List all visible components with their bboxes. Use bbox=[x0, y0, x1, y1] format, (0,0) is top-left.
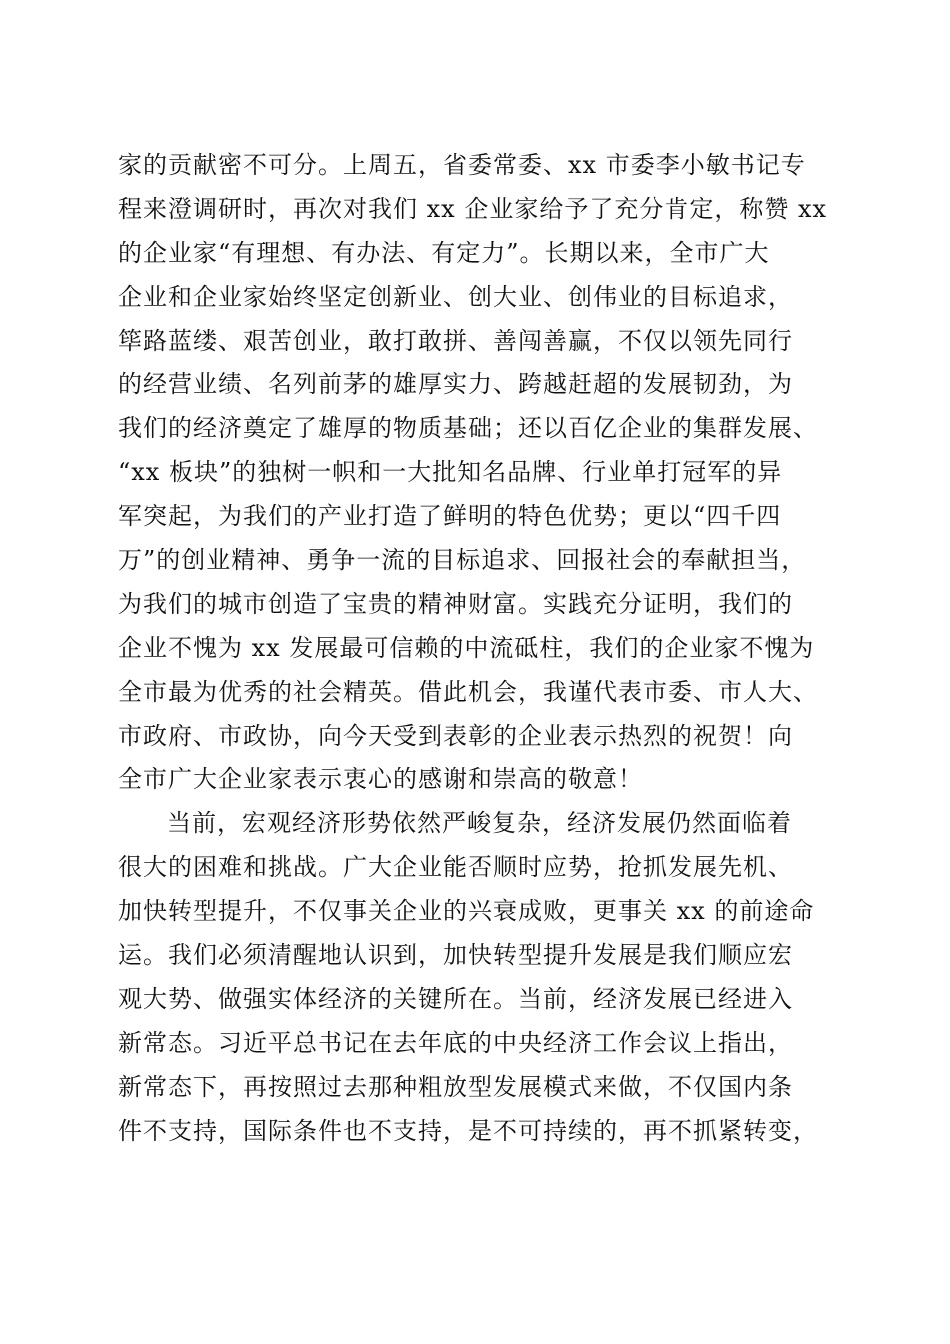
text-line: 运。我们必须清醒地认识到，加快转型提升发展是我们顺应宏 bbox=[118, 941, 793, 970]
text-line: 新常态。习近平总书记在去年底的中央经济工作会议上指出， bbox=[118, 1028, 793, 1057]
text-line: “xx 板块”的独树一帜和一大批知名品牌、行业单打冠军的异 bbox=[118, 458, 783, 487]
text-line: 我们的经济奠定了雄厚的物质基础；还以百亿企业的集群发展、 bbox=[118, 414, 818, 443]
paragraph-first-line: 当前，宏观经济形势依然严峻复杂，经济发展仍然面临着 bbox=[167, 809, 792, 838]
text-line: 的经营业绩、名列前茅的雄厚实力、跨越赶超的发展韧劲，为 bbox=[118, 370, 793, 399]
text-line: 军突起，为我们的产业打造了鲜明的特色优势；更以“四千四 bbox=[118, 502, 782, 531]
text-line: 市政府、市政协，向今天受到表彰的企业表示热烈的祝贺！向 bbox=[118, 721, 793, 750]
text-line: 很大的困难和挑战。广大企业能否顺时应势，抢抓发展先机、 bbox=[118, 853, 793, 882]
text-line: 程来澄调研时，再次对我们 xx 企业家给予了充分肯定，称赞 xx bbox=[118, 194, 828, 223]
text-line: 万”的创业精神、勇争一流的目标追求、回报社会的奉献担当， bbox=[118, 546, 807, 575]
text-line: 全市最为优秀的社会精英。借此机会，我谨代表市委、市人大、 bbox=[118, 677, 818, 706]
document-body bbox=[118, 144, 848, 1153]
text-line: 观大势、做强实体经济的关键所在。当前，经济发展已经进入 bbox=[118, 984, 793, 1013]
text-line: 加快转型提升，不仅事关企业的兴衰成败，更事关 xx 的前途命 bbox=[118, 897, 815, 926]
text-line: 家的贡献密不可分。上周五，省委常委、xx 市委李小敏书记专 bbox=[118, 151, 806, 179]
text-line: 企业和企业家始终坚定创新业、创大业、创伟业的目标追求， bbox=[118, 282, 793, 311]
text-line: 件不支持，国际条件也不支持，是不可持续的，再不抓紧转变， bbox=[118, 1116, 818, 1145]
text-line: 新常态下，再按照过去那种粗放型发展模式来做，不仅国内条 bbox=[118, 1072, 793, 1101]
text-line: 全市广大企业家表示衷心的感谢和崇高的敬意！ bbox=[118, 765, 643, 794]
text-line: 企业不愧为 xx 发展最可信赖的中流砥柱，我们的企业家不愧为 bbox=[118, 633, 815, 662]
text-line: 为我们的城市创造了宝贵的精神财富。实践充分证明，我们的 bbox=[118, 589, 793, 618]
text-line: 筚路蓝缕、艰苦创业，敢打敢拼、善闯善赢，不仅以领先同行 bbox=[118, 326, 793, 355]
text-line: 的企业家“有理想、有办法、有定力”。长期以来，全市广大 bbox=[118, 238, 770, 267]
